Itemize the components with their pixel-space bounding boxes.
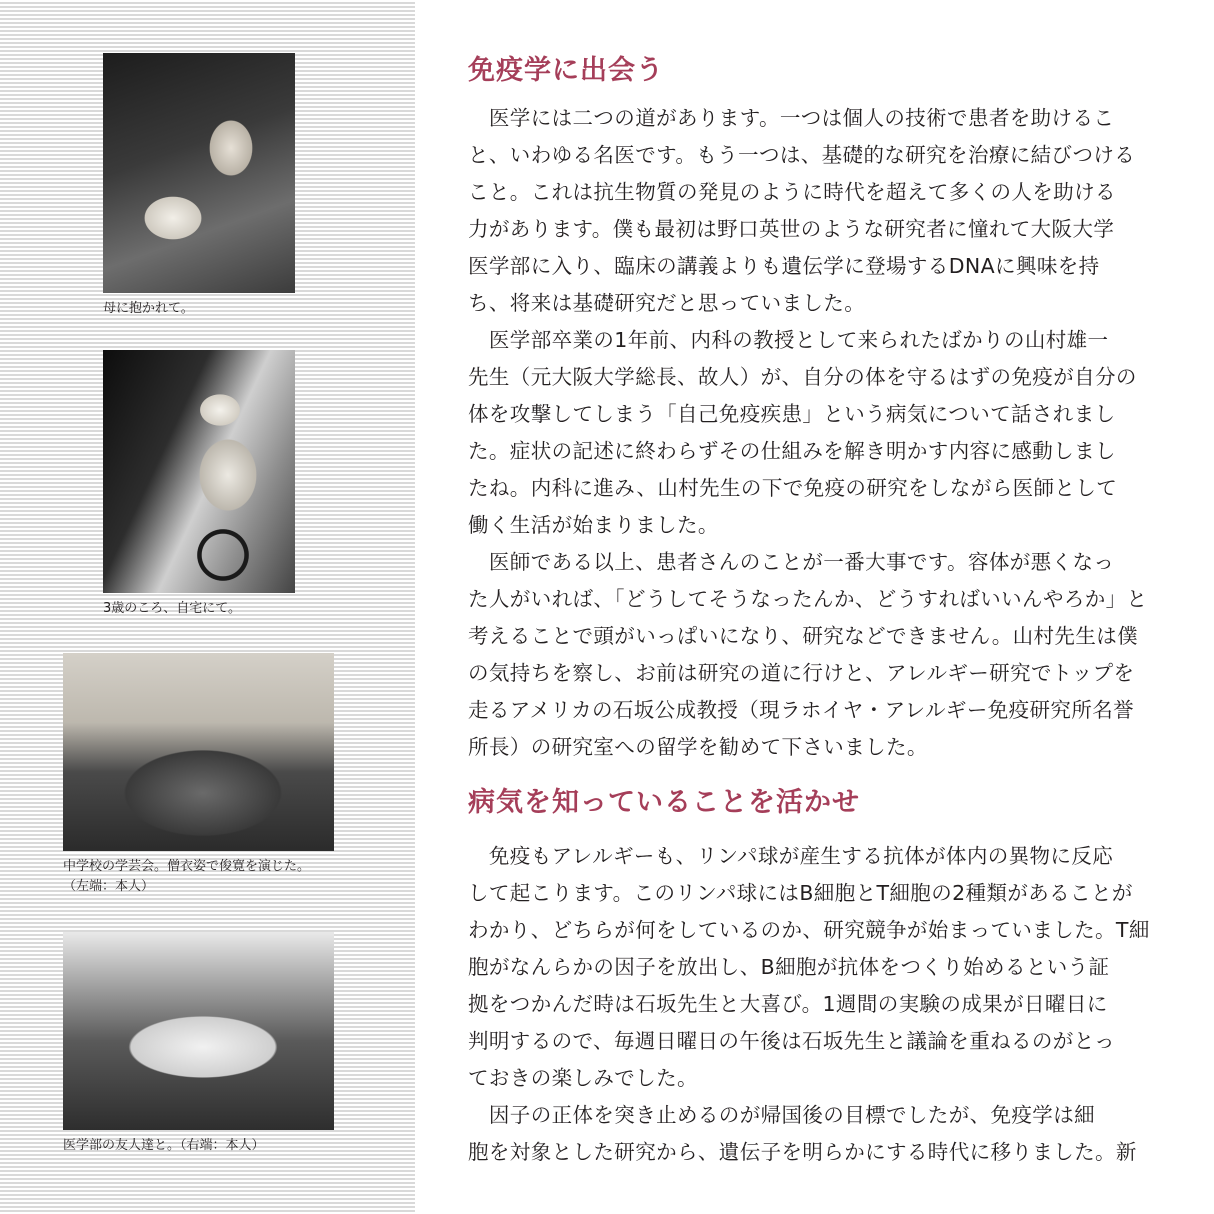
text-line: と、いわゆる名医です。もう一つは、基礎的な研究を治療に結びつける [468, 143, 1136, 167]
photo-caption [103, 599, 295, 619]
photo-school-play-block [63, 653, 334, 897]
section-title: 免疫学に出会う [468, 55, 664, 86]
caption-line: 中学校の学芸会。僧衣姿で俊寛を演じた。 [63, 859, 311, 874]
paragraph [468, 322, 1168, 544]
text-line: 先生（元大阪大学総長、故人）が、自分の体を守るはずの免疫が自分の [468, 365, 1137, 389]
photo-mother-baby [103, 53, 295, 293]
photo-lab-friends [63, 932, 334, 1130]
text-line: 医師である以上、患者さんのことが一番大事です。容体が悪くなっ [468, 550, 1115, 574]
paragraph [468, 838, 1168, 1097]
caption-line: 3歳のころ、自宅にて。 [103, 601, 242, 616]
text-line: こと。これは抗生物質の発見のように時代を超えて多くの人を助ける [468, 180, 1116, 204]
text-line: 考えることで頭がいっぱいになり、研究などできません。山村先生は僕 [468, 624, 1139, 648]
text-line: たね。内科に進み、山村先生の下で免疫の研究をしながら医師として [468, 476, 1118, 500]
text-line: 走るアメリカの石坂公成教授（現ラホイヤ・アレルギー免疫研究所名誉 [468, 698, 1135, 722]
text-line: 判明するので、毎週日曜日の午後は石坂先生と議論を重ねるのがとっ [468, 1029, 1116, 1053]
text-line: た。症状の記述に終わらずその仕組みを解き明かす内容に感動しまし [468, 439, 1116, 463]
text-line: して起こります。このリンパ球にはB細胞とT細胞の2種類があることが [468, 881, 1133, 905]
text-line: 医学部に入り、臨床の講義よりも遺伝学に登場するDNAに興味を持 [468, 254, 1100, 278]
text-line: わかり、どちらが何をしているのか、研究競争が始まっていました。T細 [468, 918, 1150, 942]
paragraph [468, 100, 1168, 322]
text-line: ち、将来は基礎研究だと思っていました。 [468, 291, 866, 315]
text-line: 力があります。僕も最初は野口英世のような研究者に憧れて大阪大学 [468, 217, 1115, 241]
photo-mother-baby-block [103, 53, 295, 319]
section-title: 病気を知っていることを活かせ [468, 787, 860, 818]
caption-line: （左端：本人） [63, 879, 155, 894]
photo-caption [63, 1136, 334, 1156]
text-line: 胞を対象とした研究から、遺伝子を明らかにする時代に移りました。新 [468, 1140, 1137, 1164]
text-line: 医学部卒業の1年前、内科の教授として来られたばかりの山村雄一 [468, 328, 1109, 352]
photo-tricycle [103, 350, 295, 593]
text-line: 胞がなんらかの因子を放出し、B細胞が抗体をつくり始めるという証 [468, 955, 1110, 979]
photo-school-play [63, 653, 334, 851]
text-line: 働く生活が始まりました。 [468, 513, 719, 537]
caption-line: 医学部の友人達と。（右端：本人） [63, 1138, 265, 1153]
text-line: 拠をつかんだ時は石坂先生と大喜び。1週間の実験の成果が日曜日に [468, 992, 1108, 1016]
photo-tricycle-block [103, 350, 295, 619]
text-line: 免疫もアレルギーも、リンパ球が産生する抗体が体内の異物に反応 [468, 844, 1114, 868]
text-line: 所長）の研究室への留学を勧めて下さいました。 [468, 735, 928, 759]
text-line: 体を攻撃してしまう「自己免疫疾患」という病気について話されまし [468, 402, 1116, 426]
text-line: ておきの楽しみでした。 [468, 1066, 698, 1090]
text-line: 因子の正体を突き止めるのが帰国後の目標でしたが、免疫学は細 [468, 1103, 1095, 1127]
photo-lab-friends-block [63, 932, 334, 1156]
text-line: の気持ちを察し、お前は研究の道に行けと、アレルギー研究でトップを [468, 661, 1135, 685]
photo-caption [103, 299, 295, 319]
photo-caption [63, 857, 334, 897]
paragraph [468, 544, 1168, 766]
text-line: た人がいれば、「どうしてそうなったんか、どうすればいいんやろか」と [468, 587, 1148, 611]
text-line: 医学には二つの道があります。一つは個人の技術で患者を助けるこ [468, 106, 1115, 130]
caption-line: 母に抱かれて。 [103, 301, 194, 316]
photo-sidebar [0, 0, 415, 1214]
paragraph [468, 1097, 1168, 1171]
